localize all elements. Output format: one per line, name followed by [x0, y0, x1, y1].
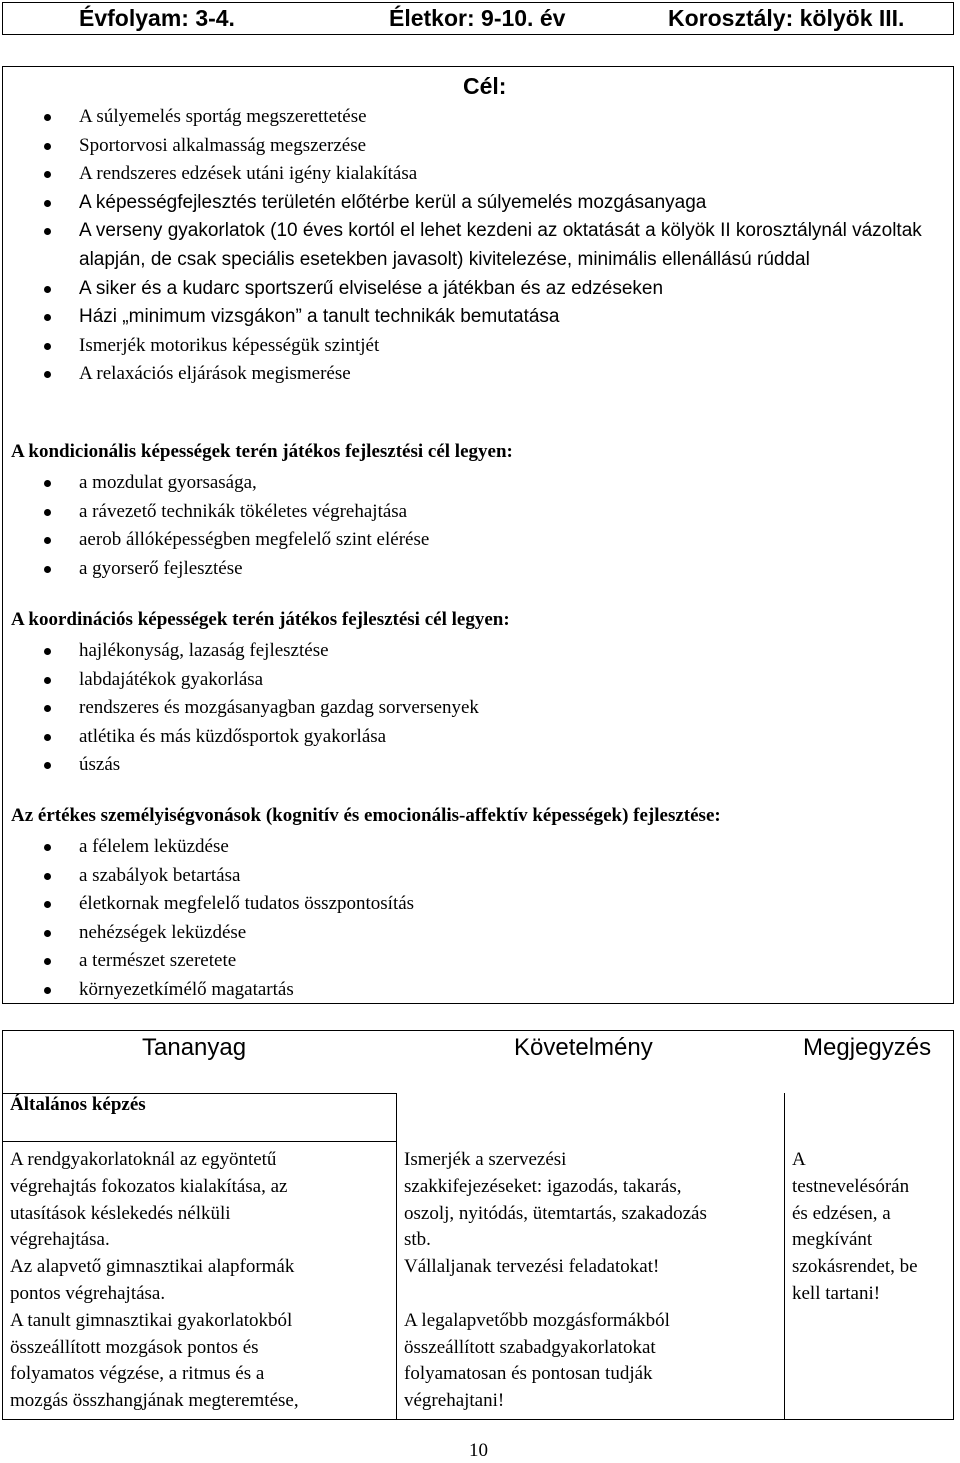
age-label: Életkor: 9-10. év: [389, 5, 566, 31]
cell-line: végrehajtani!: [404, 1390, 505, 1412]
cell-line: kell tartani!: [792, 1282, 881, 1304]
cell-line: pontos végrehajtása.: [10, 1282, 166, 1304]
conditional-heading: A kondicionális képességek terén játékos fejlesztési cél legyen:: [11, 441, 513, 462]
cell-line: folyamatosan és pontosan tudják: [404, 1363, 653, 1385]
cell-line: szakkifejezéseket: igazodás, takarás,: [404, 1175, 682, 1197]
header-bar: [2, 2, 954, 35]
personality-list: [3, 833, 943, 1005]
cell-line: szokásrendet, be: [792, 1256, 918, 1278]
cell-line: összeállított mozgások pontos és: [10, 1336, 259, 1358]
cell-line: folyamatos végzése, a ritmus és a: [10, 1363, 265, 1385]
cell-line: oszolj, nyitódás, ütemtartás, szakadozás: [404, 1202, 707, 1224]
list-item: úszás: [3, 751, 943, 780]
column-header-tananyag: Tananyag: [142, 1034, 247, 1061]
cell-line: A: [792, 1149, 806, 1170]
list-item: a szabályok betartása: [3, 862, 943, 891]
column-divider: [396, 1093, 397, 1419]
list-item: Házi „minimum vizsgákon” a tanult technikák bemutatása: [3, 303, 943, 332]
list-item: labdajátékok gyakorlása: [3, 666, 943, 695]
column-header-kovetelmeny: Követelmény: [514, 1034, 653, 1061]
coordination-list: [3, 637, 943, 780]
cell-line: Vállaljanak tervezési feladatokat!: [404, 1256, 660, 1278]
cell-line: A tanult gimnasztikai gyakorlatokból: [10, 1309, 293, 1331]
cell-line: végrehajtása.: [10, 1229, 110, 1251]
personality-heading: Az értékes személyiségvonások (kognitív és emocionális-affektív képességek) fejlesztése:: [11, 805, 721, 826]
cell-line: megkívánt: [792, 1229, 873, 1251]
conditional-list: [3, 469, 943, 583]
list-item: életkornak megfelelő tudatos összpontosítás: [3, 890, 943, 919]
coordination-heading: A koordinációs képességek terén játékos fejlesztési cél legyen:: [11, 609, 510, 630]
column-divider: [784, 1093, 785, 1419]
row-divider: [3, 1141, 396, 1142]
list-item: A verseny gyakorlatok (10 éves kortól el lehet kezdeni az oktatását a kölyök II korosztálynál vázoltak alapján, de csak speciális esetekben javasolt) kivitelezése, minimális ellenállású rúddal: [3, 217, 943, 274]
list-item: Ismerjék motorikus képességük szintjét: [3, 332, 943, 361]
grade-label: Évfolyam: 3-4.: [79, 5, 235, 31]
cell-line: A rendgyakorlatoknál az egyöntetű: [10, 1149, 277, 1170]
megjegyzes-cell: [792, 1147, 918, 1308]
list-item: A képességfejlesztés területén előtérbe kerül a súlyemelés mozgásanyaga: [3, 189, 943, 218]
age-group-label: Korosztály: kölyök III.: [668, 5, 905, 31]
list-item: A rendszeres edzések utáni igény kialakítása: [3, 160, 943, 189]
list-item: A siker és a kudarc sportszerű elviselése a játékban és az edzéseken: [3, 275, 943, 304]
cell-line: utasítások késlekedés nélküli: [10, 1202, 231, 1224]
section-label: Általános képzés: [10, 1094, 146, 1115]
cell-line: összeállított szabadgyakorlatokat: [404, 1336, 656, 1358]
cell-line: Ismerjék a szervezési: [404, 1149, 567, 1170]
page-number: 10: [469, 1440, 488, 1461]
list-item: a félelem leküzdése: [3, 833, 943, 862]
cell-line: mozgás összhangjának megteremtése,: [10, 1390, 299, 1412]
cell-line: A legalapvetőbb mozgásformákból: [404, 1309, 670, 1331]
cell-line: végrehajtás fokozatos kialakítása, az: [10, 1175, 288, 1197]
goals-section: [2, 66, 954, 1004]
list-item: Sportorvosi alkalmasság megszerzése: [3, 132, 943, 161]
list-item: aerob állóképességben megfelelő szint elérése: [3, 526, 943, 555]
list-item: a rávezető technikák tökéletes végrehajtása: [3, 498, 943, 527]
cell-line: és edzésen, a: [792, 1202, 891, 1224]
goals-list: [3, 103, 943, 389]
list-item: a természet szeretete: [3, 947, 943, 976]
cell-line: [404, 1281, 707, 1308]
list-item: környezetkímélő magatartás: [3, 976, 943, 1005]
list-item: a gyorserő fejlesztése: [3, 555, 943, 584]
list-item: a mozdulat gyorsasága,: [3, 469, 943, 498]
goals-title: Cél:: [463, 73, 507, 99]
cell-line: stb.: [404, 1229, 431, 1251]
cell-line: Az alapvető gimnasztikai alapformák: [10, 1256, 295, 1278]
list-item: atlétika és más küzdősportok gyakorlása: [3, 723, 943, 752]
cell-line: testnevelésórán: [792, 1175, 910, 1197]
list-item: A súlyemelés sportág megszerettetése: [3, 103, 943, 132]
tananyag-cell: [10, 1147, 299, 1415]
list-item: A relaxációs eljárások megismerése: [3, 360, 943, 389]
kovetelmeny-cell: [404, 1147, 707, 1415]
list-item: nehézségek leküzdése: [3, 919, 943, 948]
column-header-megjegyzes: Megjegyzés: [803, 1034, 932, 1061]
list-item: rendszeres és mozgásanyagban gazdag sorversenyek: [3, 694, 943, 723]
list-item: hajlékonyság, lazaság fejlesztése: [3, 637, 943, 666]
